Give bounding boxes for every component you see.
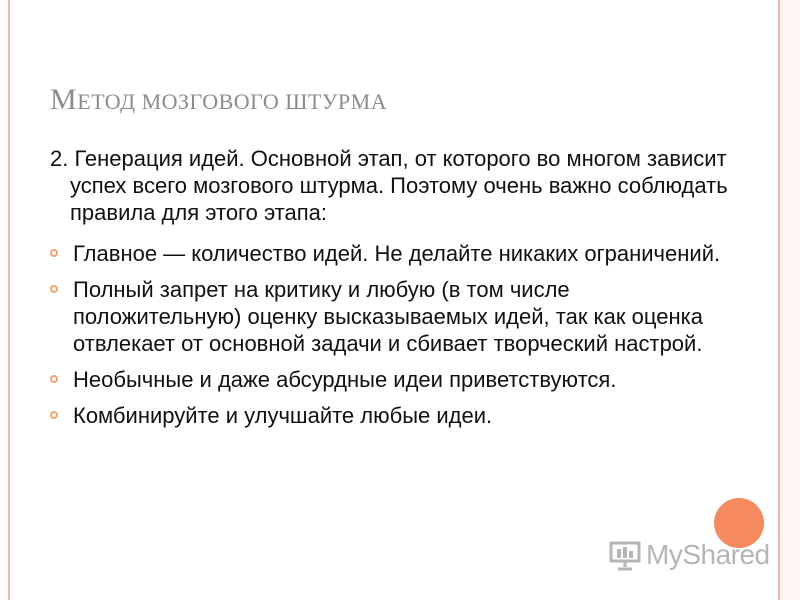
title-rest: ЕТОД МОЗГОВОГО ШТУРМА [77, 89, 388, 114]
left-border-line [8, 0, 10, 600]
bullet-item [50, 276, 740, 357]
bullet-circle-icon [50, 249, 58, 257]
presentation-screen-icon [608, 538, 642, 572]
bullet-text: Комбинируйте и улучшайте любые идеи. [73, 403, 493, 428]
bullet-circle-icon [50, 375, 58, 383]
bullet-text: Полный запрет на критику и любую (в том числе положительную) оценку высказываемых идей, так как оценка отвлекает от основной задачи и сбивает творческий настрой. [73, 277, 703, 356]
intro-paragraph: 2. Генерация идей. Основной этап, от которого во многом зависит успех всего мозгового штурма. Поэтому очень важно соблюдать правила для этого этапа: [50, 146, 728, 225]
bullet-item [50, 366, 740, 393]
bullet-circle-icon [50, 411, 58, 419]
watermark-text: MyShared [646, 539, 770, 570]
slide-title [50, 80, 387, 117]
bullet-list [50, 240, 740, 429]
bullet-item [50, 402, 740, 429]
bullet-circle-icon [50, 285, 58, 293]
title-first-letter: М [50, 83, 78, 116]
bullet-item [50, 240, 740, 267]
watermark [608, 535, 770, 575]
bullet-text: Главное — количество идей. Не делайте никаких ограничений. [73, 241, 721, 266]
slide-body [50, 145, 740, 438]
bullet-text: Необычные и даже абсурдные идеи приветствуются. [73, 367, 617, 392]
right-margin-band [780, 0, 800, 600]
